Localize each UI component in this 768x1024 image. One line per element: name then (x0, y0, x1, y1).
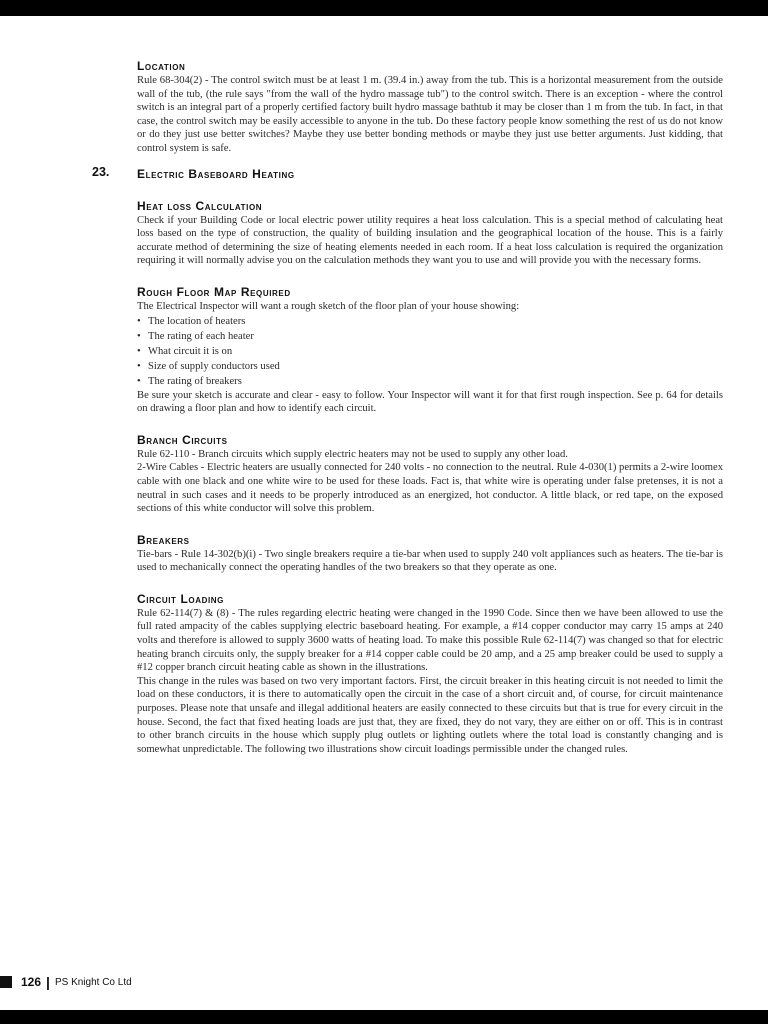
list-item: • What circuit it is on (137, 344, 723, 359)
section-title: Electric Baseboard Heating (137, 166, 295, 181)
breakers-heading: Breakers (137, 532, 190, 547)
heat-loss-text: Check if your Building Code or local electric power utility requires a heat loss calculation. This is a special method of calculating heat loss based on the type of construction, the quality of building insulation and the geographical location of the house. This is a fairly accurate method of determining the size of heating elements needed in each room. If a heat loss calculation is required the organization requiring it will normally advise you on the calculation methods they want you to use and will provide you with the necessary forms. (137, 214, 723, 267)
floor-map-list (137, 314, 723, 389)
branch-circuits-rule: Rule 62-110 - Branch circuits which supply electric heaters may not be used to supply any other load. (137, 448, 568, 460)
page-content (92, 58, 723, 756)
footer-marker (0, 976, 12, 988)
breakers-text: Tie-bars - Rule 14-302(b)(i) - Two single breakers require a tie-bar when used to supply 240 volt appliances such as heaters. The tie-bar is used to mechanically connect the operating handles of the two breakers so that they operate as one. (137, 548, 723, 574)
footer-separator: | (46, 974, 50, 990)
page-number: 126 (21, 975, 42, 989)
page-footer (0, 973, 132, 991)
top-black-bar (0, 0, 768, 16)
section-number: 23. (92, 164, 110, 179)
list-item: • Size of supply conductors used (137, 359, 723, 374)
circuit-loading-explanation: This change in the rules was based on two very important factors. First, the circuit breaker in this heating circuit is not needed to limit the load on these conductors, it is there to automatically open the circuit in the case of a short circuit and, of course, for circuit maintenance purposes. Please note that unsafe and illegal additional heaters are easily connected to these circuits but that is true for every circuit in the house. Second, the fact that fixed heating loads are just that, they are fixed, they do not vary, they are either on or off. This is in contrast to other branch circuits in the house which supply plug outlets or lighting outlets where the total load is constantly changing and is somewhat unpredictable. The following two illustrations show circuit loadings permissible under the changed rules. (137, 675, 723, 755)
list-item: • The rating of breakers (137, 374, 723, 389)
floor-map-outro: Be sure your sketch is accurate and clear - easy to follow. Your Inspector will want it for that first rough inspection. See p. 64 for details on drawing a floor plan and how to identify each circuit. (137, 389, 723, 415)
branch-circuits-2wire: 2-Wire Cables - Electric heaters are usually connected for 240 volts - no connection to the neutral. Rule 4-030(1) permits a 2-wire loomex cable with one black and one white wire to be used for these loads. Fact is, that white wire is operating under false pretenses, it is not a neutral in such cases and it needs to be properly introduced as an energized, hot conductor. A little black, or red tape, on the exposed sections of this white conductor will solve this problem. (137, 462, 723, 515)
location-heading: Location (137, 59, 186, 73)
list-item: • The rating of each heater (137, 329, 723, 344)
publisher-name: PS Knight Co Ltd (54, 976, 132, 988)
floor-map-heading: Rough Floor Map Required (137, 284, 291, 299)
floor-map-intro: The Electrical Inspector will want a rough sketch of the floor plan of your house showing: (137, 300, 520, 312)
location-text: Rule 68-304(2) - The control switch must be at least 1 m. (39.4 in.) away from the tub. This is a horizontal measurement from the outside wall of the tub, (the rule says "from the wall of the hydro massage tub") to the control switch. There is an exception - where the control switch is an integral part of a properly certified factory built hydro massage bathtub it may be closer than 1 m from the tub. In fact, in that case, the control switch may be easily accessible to anyone in the tub. Do these factory people know something the rest of us do not know or do they just use better switches? Maybe they use better bonding methods or maybe they just use better arguments. Just kidding, that control system is safe. (137, 75, 723, 154)
section-header (92, 164, 723, 182)
branch-circuits-heading: Branch Circuits (137, 432, 228, 447)
bottom-black-bar (0, 1010, 768, 1024)
list-item: • The location of heaters (137, 314, 723, 329)
circuit-loading-rule: Rule 62-114(7) & (8) - The rules regarding electric heating were changed in the 1990 Code. Since then we have been allowed to use the full rated ampacity of the cables supplying electric baseboard heating. For example, a #14 copper conductor may carry 15 amps at 240 volts and therefore is allowed to supply 3600 watts of heating load. To make this possible Rule 62-114(7) was changed so that for electric heating branch circuits only, the supply breaker for a #14 copper cable could be 20 amp, and a 25 amp breaker could be used to supply a #12 copper branch circuit heating cable as shown in the illustrations. (137, 607, 723, 674)
heat-loss-heading: Heat loss Calculation (137, 198, 263, 213)
circuit-loading-heading: Circuit Loading (137, 591, 224, 606)
